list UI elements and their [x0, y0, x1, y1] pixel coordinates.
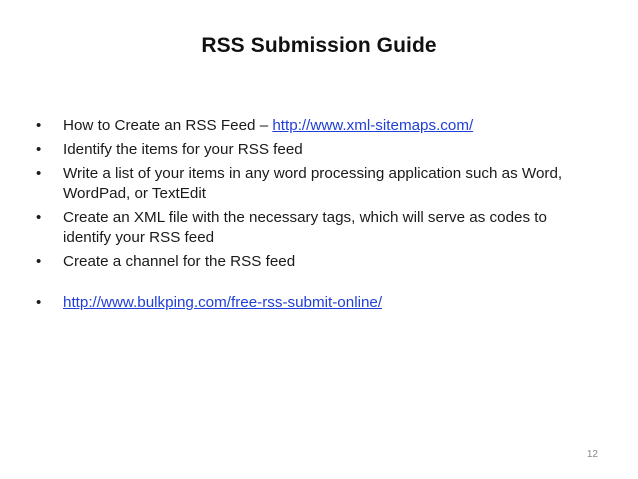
bullet-item — [36, 208, 596, 248]
bullet-text: Identify the items for your RSS feed — [63, 141, 303, 158]
bullet-dot-icon: • — [36, 253, 42, 270]
bullet-item — [36, 293, 596, 313]
bullet-text: Create an XML file with the necessary tags, which will serve as codes to identify your RSS feed — [63, 209, 547, 246]
bullet-text: Write a list of your items in any word processing application such as Word, WordPad, or TextEdit — [63, 165, 563, 202]
slide-title: RSS Submission Guide — [201, 34, 437, 57]
bullet-dot-icon: • — [36, 141, 42, 158]
bullet-dot-icon: • — [36, 165, 42, 182]
bullet-item — [36, 164, 596, 204]
bullet-text: Create a channel for the RSS feed — [63, 253, 296, 270]
xml-sitemaps-link[interactable]: http://www.xml-sitemaps.com/ — [272, 117, 474, 134]
page-number: 12 — [586, 449, 598, 460]
bullet-item — [36, 116, 596, 136]
bullet-dot-icon: • — [36, 117, 42, 134]
bullet-list — [36, 116, 596, 317]
bullet-item — [36, 252, 596, 272]
bullet-dot-icon: • — [36, 209, 42, 226]
bulkping-link[interactable]: http://www.bulkping.com/free-rss-submit-online/ — [63, 294, 383, 311]
bullet-item — [36, 140, 596, 160]
bullet-dot-icon: • — [36, 294, 42, 311]
bullet-text: How to Create an RSS Feed – — [63, 117, 273, 134]
